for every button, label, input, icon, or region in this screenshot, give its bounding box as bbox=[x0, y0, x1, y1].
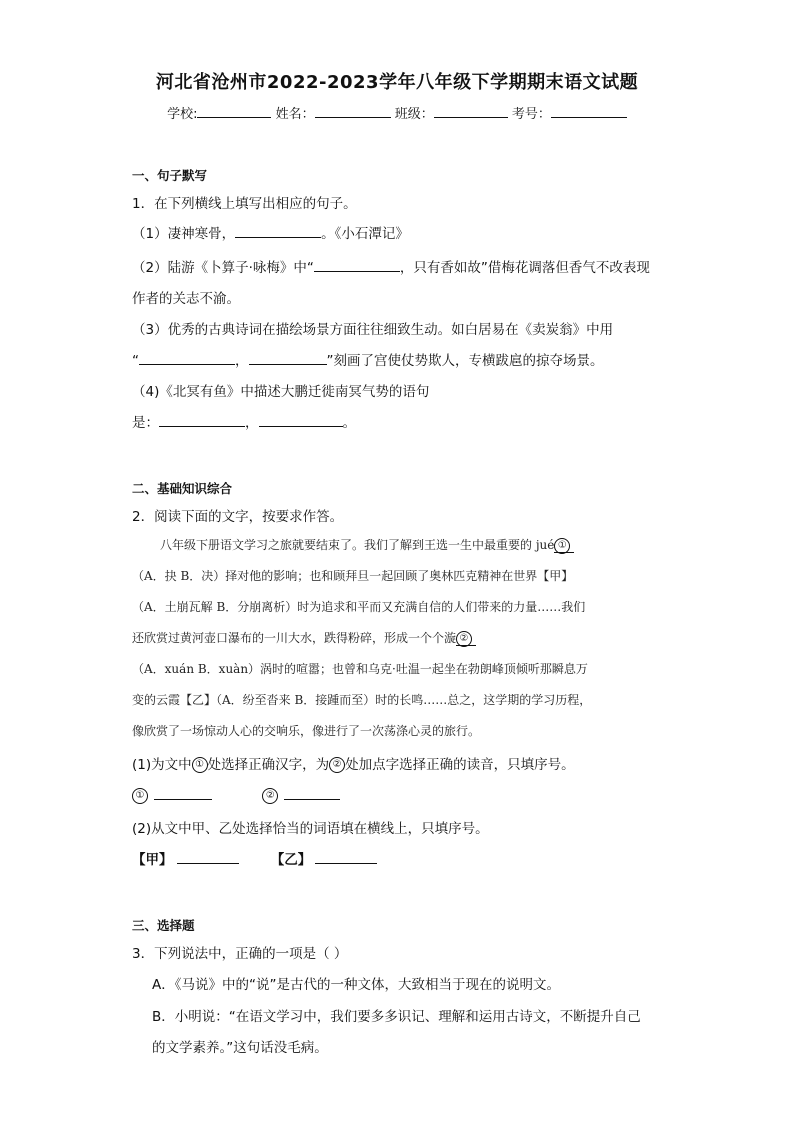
q1-blank-4a[interactable] bbox=[159, 413, 245, 427]
section-2-heading: 二、基础知识综合 bbox=[132, 481, 233, 496]
passage-line-4: 还欣赏过黄河壶口瀑布的一川大水，跌得粉碎，形成一个个漩 ② bbox=[132, 629, 476, 647]
number-label: 考号： bbox=[511, 107, 551, 122]
yi-label: 【乙】 bbox=[270, 852, 312, 868]
class-label: 班级： bbox=[394, 107, 434, 122]
number-blank[interactable] bbox=[551, 104, 627, 118]
name-blank[interactable] bbox=[315, 104, 391, 118]
passage-line-2: （A．抉 B．决）择对他的影响；也和顾拜旦一起回顾了奥林匹克精神在世界【甲】 bbox=[132, 569, 574, 583]
section-1-heading: 一、句子默写 bbox=[132, 168, 208, 183]
passage-line-5: （A．xuán B．xuàn）涡时的喧嚣；也曾和乌克·吐温一起坐在勃朗峰顶倾听那瞬息万 bbox=[132, 662, 588, 676]
q1-item-2: （2）陆游《卜算子·咏梅》中“ ，只有香如故”借梅花调落但香气不改表现 bbox=[132, 260, 650, 276]
option-b-cont: 的文学素养。”这句话没毛病。 bbox=[152, 1040, 328, 1056]
question-2: 2．阅读下面的文字，按要求作答。 bbox=[132, 509, 344, 525]
q1-blank-1[interactable] bbox=[235, 224, 321, 238]
question-3: 3．下列说法中，正确的一项是（ ） bbox=[132, 946, 348, 962]
q1-blank-4b[interactable] bbox=[259, 413, 343, 427]
q1-item-2-cont: 作者的关志不渝。 bbox=[132, 291, 240, 307]
q1-item-4: （4)《北冥有鱼》中描述大鹏迁徙南冥气势的语句 bbox=[132, 384, 430, 400]
class-blank[interactable] bbox=[434, 104, 508, 118]
page-title: 河北省沧州市2022-2023学年八年级下学期期末语文试题 bbox=[155, 72, 639, 93]
circle-number-2-ref: ② bbox=[329, 757, 345, 773]
answer-2-blank[interactable] bbox=[284, 786, 340, 800]
q1-item-1: （1）凄神寒骨， 。《小石潭记》 bbox=[132, 226, 409, 242]
question-1: 1．在下列横线上填写出相应的句子。 bbox=[132, 196, 357, 212]
passage-line-7: 像欣赏了一场惊动人心的交响乐，像进行了一次荡涤心灵的旅行。 bbox=[132, 724, 481, 738]
q1-item-3-cont: “ ， ”刻画了宫使仗势欺人，专横跋扈的掠夺场景。 bbox=[132, 353, 604, 369]
name-label: 姓名： bbox=[275, 107, 315, 122]
section-3-heading: 三、选择题 bbox=[132, 918, 195, 933]
q1-blank-2[interactable] bbox=[314, 258, 400, 272]
jia-label: 【甲】 bbox=[132, 852, 173, 868]
school-blank[interactable] bbox=[197, 104, 271, 118]
circle-number-1: ① bbox=[554, 538, 570, 554]
q1-item-4-cont: 是： ， 。 bbox=[132, 415, 356, 431]
student-info-row bbox=[0, 103, 794, 122]
option-a[interactable]: A．《马说》中的“说”是古代的一种文体，大致相当于现在的说明文。 bbox=[152, 977, 560, 993]
sub-question-1-answers bbox=[132, 786, 340, 804]
circle-number-2: ② bbox=[456, 631, 472, 647]
q1-blank-3a[interactable] bbox=[139, 351, 235, 365]
jia-blank[interactable] bbox=[177, 850, 239, 864]
q1-item-3: （3）优秀的古典诗词在描绘场景方面往往细致生动。如白居易在《卖炭翁》中用 bbox=[132, 322, 614, 338]
answer-1-blank[interactable] bbox=[154, 786, 212, 800]
answer-1-label: ① bbox=[132, 788, 148, 804]
passage-line-6: 变的云霞【乙】（A．纷至沓来 B．接踵而至）时的长鸣……总之，这学期的学习历程， bbox=[132, 693, 592, 707]
school-label: 学校: bbox=[167, 107, 198, 122]
circle-number-1-ref: ① bbox=[192, 757, 208, 773]
passage-line-3: （A．土崩瓦解 B．分崩离析）时为追求和平而又充满自信的人们带来的力量……我们 bbox=[132, 600, 586, 614]
sub-question-2-answers bbox=[132, 848, 377, 868]
q1-blank-3b[interactable] bbox=[249, 351, 327, 365]
sub-question-1: (1)为文中 ① 处选择正确汉字，为 ② 处加点字选择正确的读音，只填序号。 bbox=[132, 757, 575, 773]
option-b[interactable]: B．小明说：“在语文学习中，我们要多多识记、理解和运用古诗文，不断提升自己 bbox=[152, 1009, 641, 1025]
passage-line-1: 八年级下册语文学习之旅就要结束了。我们了解到王选一生中最重要的 jué ① bbox=[160, 536, 574, 554]
sub-question-2: (2)从文中甲、乙处选择恰当的词语填在横线上，只填序号。 bbox=[132, 821, 489, 837]
answer-2-label: ② bbox=[262, 788, 278, 804]
yi-blank[interactable] bbox=[315, 850, 377, 864]
